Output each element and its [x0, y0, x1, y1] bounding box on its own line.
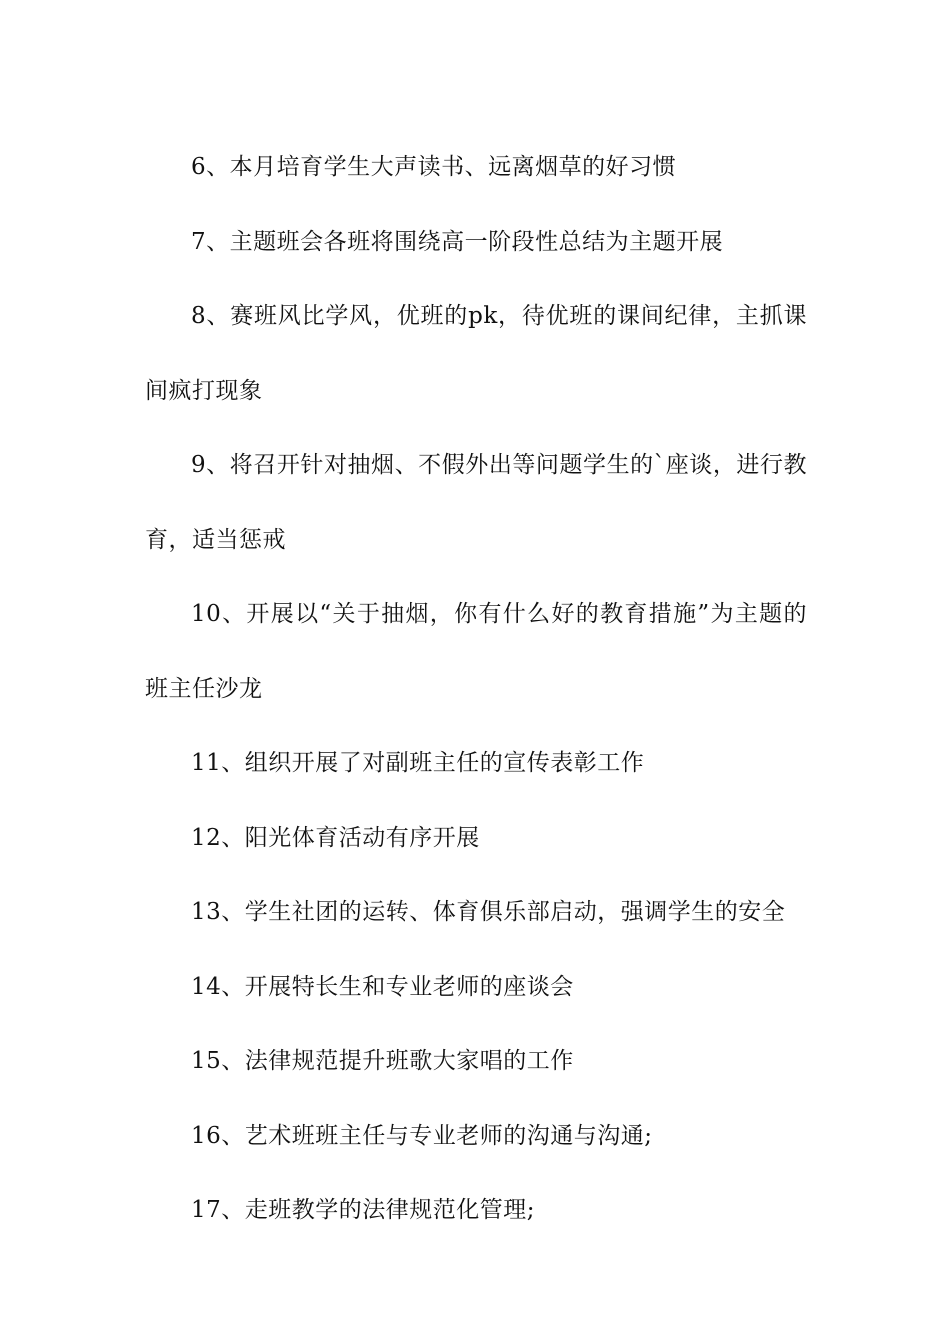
paragraph-item-10: 10、开展以“关于抽烟，你有什么好的教育措施”为主题的班主任沙龙	[145, 601, 807, 702]
paragraph-item-9: 9、将召开针对抽烟、不假外出等问题学生的`座谈，进行教育，适当惩戒	[145, 452, 807, 553]
paragraph-item-8: 8、赛班风比学风，优班的pk，待优班的课间纪律，主抓课间疯打现象	[145, 303, 807, 404]
paragraph-item-7: 7、主题班会各班将围绕高一阶段性总结为主题开展	[191, 228, 724, 255]
paragraph-item-11: 11、组织开展了对副班主任的宣传表彰工作	[191, 750, 645, 776]
paragraph-item-15: 15、法律规范提升班歌大家唱的工作	[191, 1048, 574, 1074]
paragraph-item-17: 17、走班教学的法律规范化管理;	[191, 1197, 536, 1223]
document-body	[145, 130, 807, 1248]
paragraph-item-16: 16、艺术班班主任与专业老师的沟通与沟通;	[191, 1122, 653, 1149]
paragraph-item-12: 12、阳光体育活动有序开展	[191, 824, 480, 851]
paragraph-item-14: 14、开展特长生和专业老师的座谈会	[191, 973, 574, 1000]
paragraph-item-13: 13、学生社团的运转、体育俱乐部启动，强调学生的安全	[191, 899, 786, 925]
paragraph-item-6: 6、本月培育学生大声读书、远离烟草的好习惯	[191, 154, 677, 180]
